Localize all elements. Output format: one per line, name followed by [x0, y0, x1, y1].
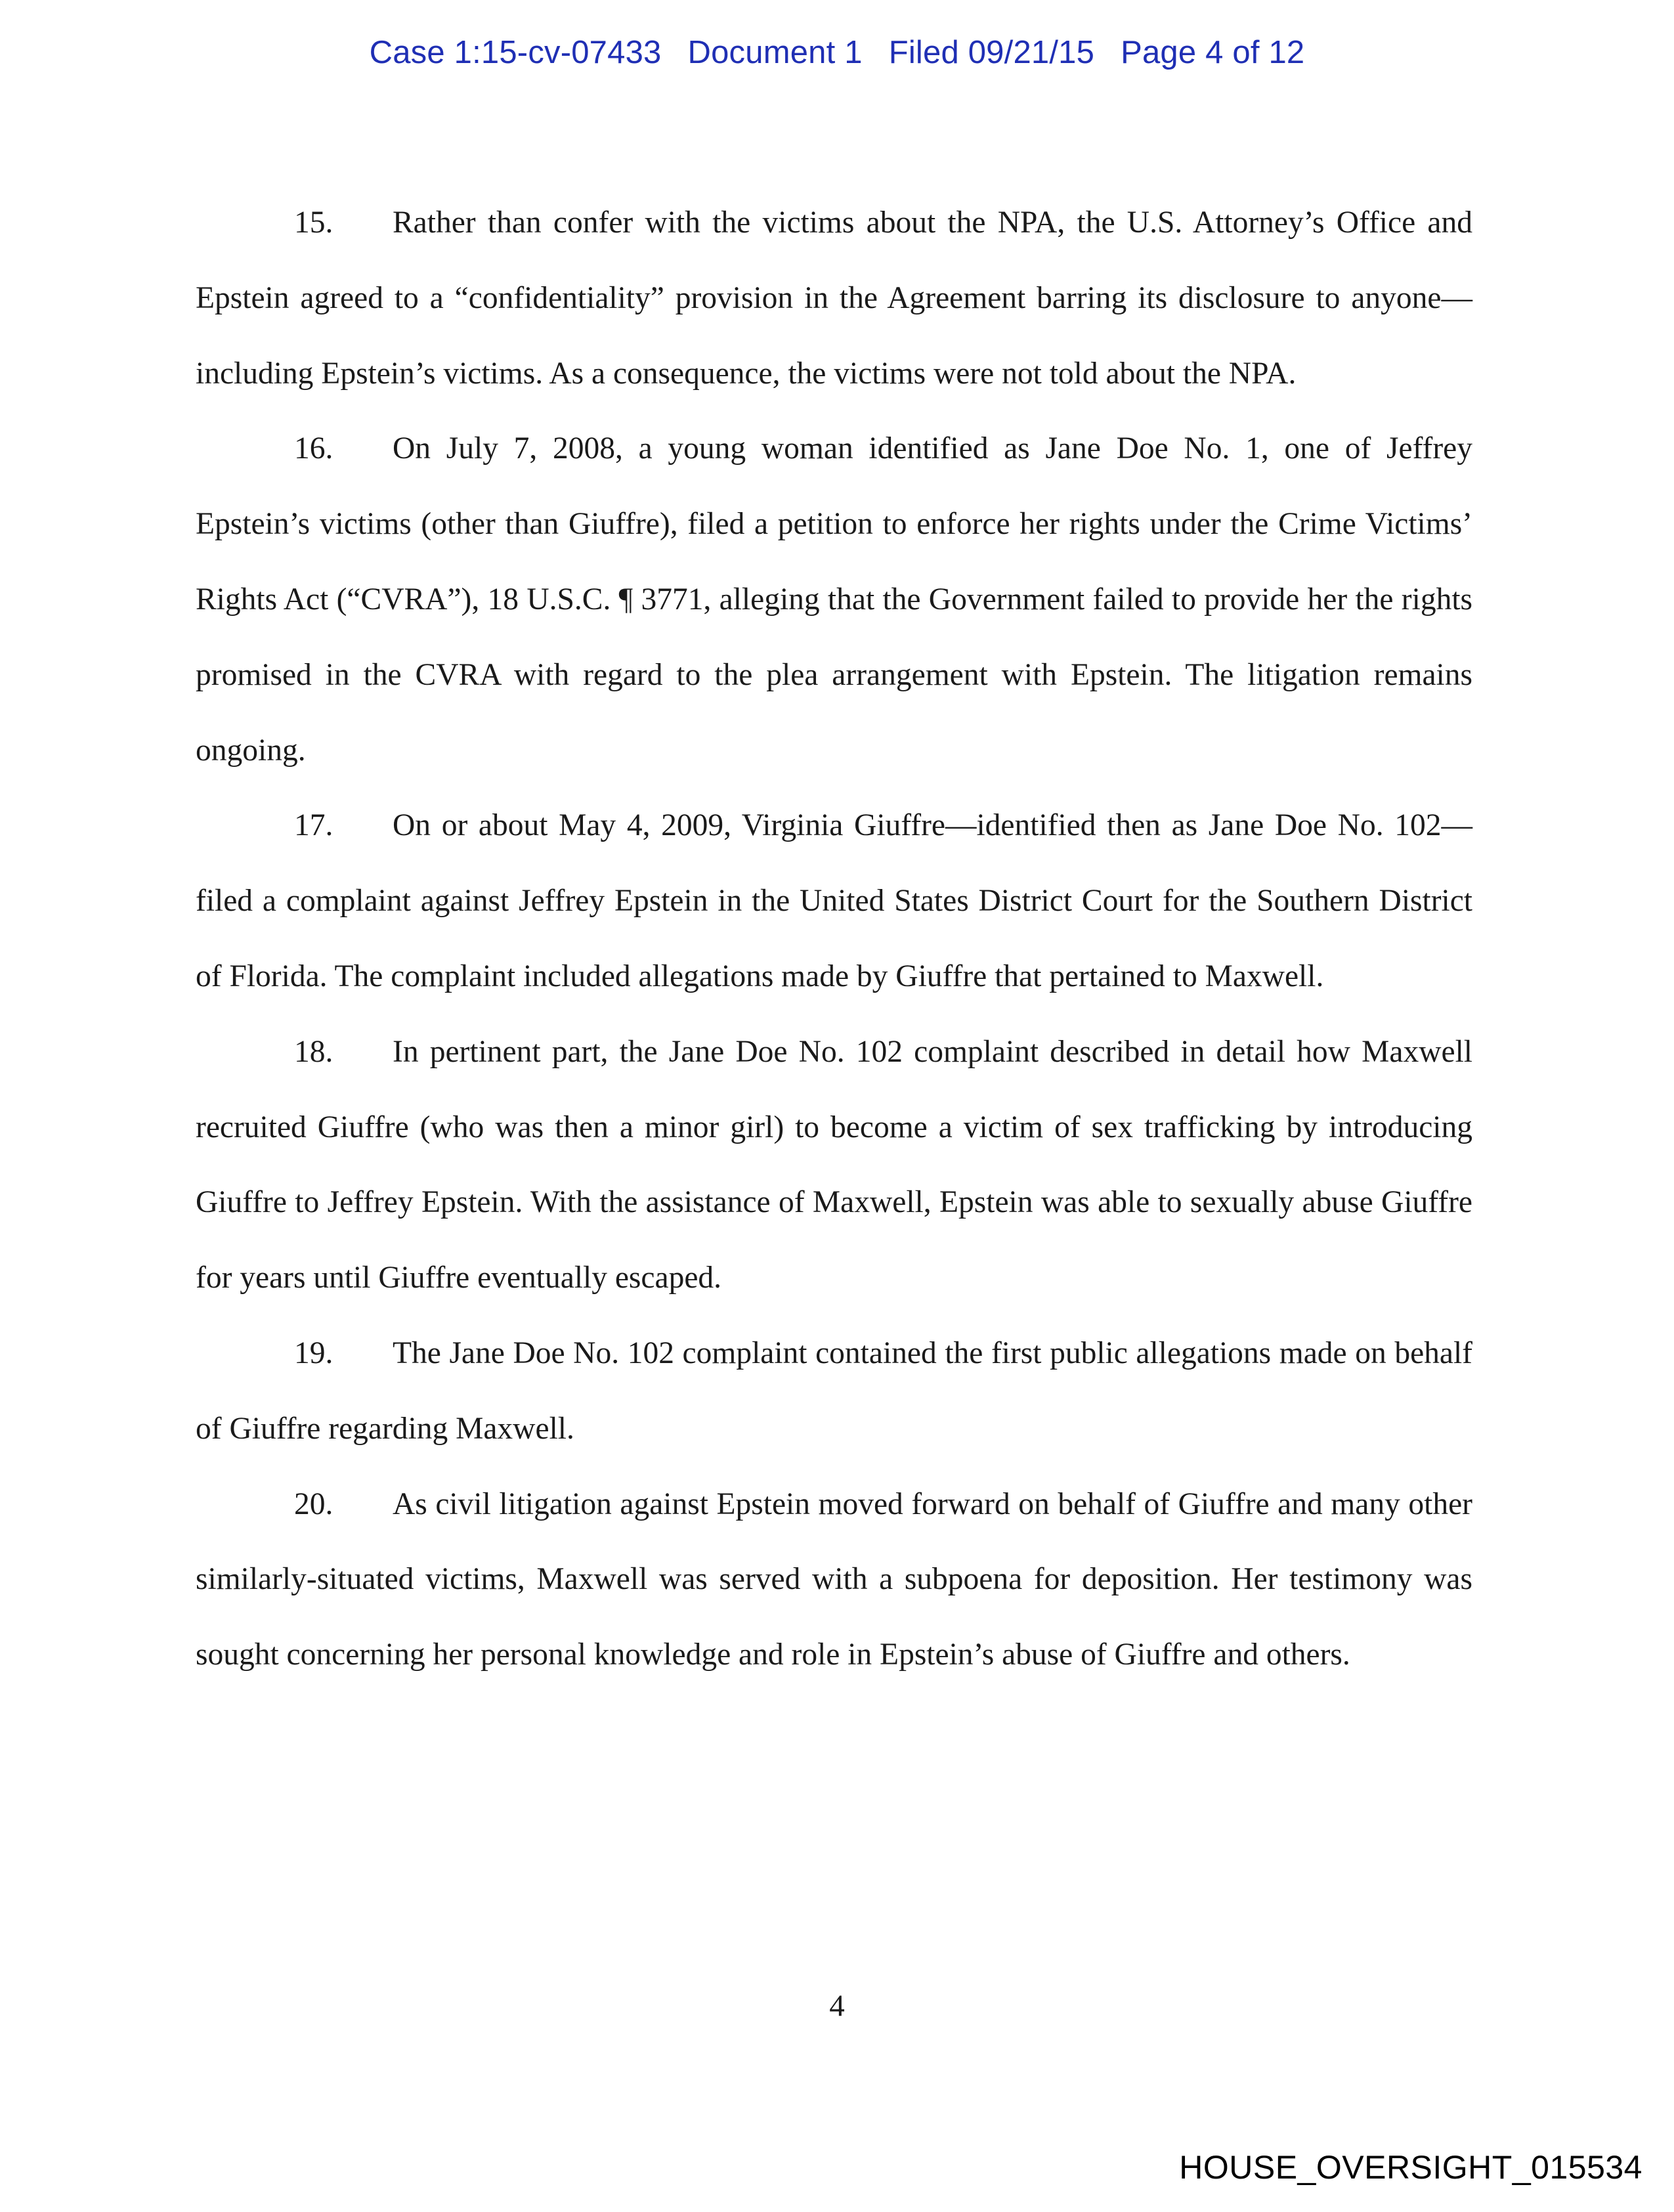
page-of-total: Page 4 of 12 — [1121, 35, 1305, 70]
case-number: Case 1:15-cv-07433 — [369, 35, 662, 70]
paragraph-text: Rather than confer with the victims about the NPA, the U.S. Attorney’s Office and Epstein agreed to a “confidentiality” provision in the Agreement barring its disclosure to anyone—including Epstein’s victims. As a consequence, the victims were not told about the NPA. — [196, 206, 1472, 391]
paragraph-number: 16. — [294, 431, 333, 466]
filed-date: Filed 09/21/15 — [888, 35, 1095, 70]
paragraph-number: 15. — [294, 206, 333, 240]
paragraph-text: The Jane Doe No. 102 complaint contained the first public allegations made on behalf of Giuffre regarding Maxwell. — [196, 1335, 1472, 1446]
paragraph-20 — [196, 1467, 1472, 1693]
paragraph-text: As civil litigation against Epstein moved forward on behalf of Giuffre and many other similarly-situated victims, Maxwell was served with a subpoena for deposition. Her testimony was sought concerning her personal knowledge and role in Epstein’s abuse of Giuffre and others. — [196, 1486, 1472, 1672]
paragraph-text: On July 7, 2008, a young woman identified as Jane Doe No. 1, one of Jeffrey Epstein’s victims (other than Giuffre), filed a petition to enforce her rights under the Crime Victims’ Rights Act (“CVRA”), 18 U.S.C. ¶ 3771, alleging that the Government failed to provide her the rights promised in the CVRA with regard to the plea arrangement with Epstein. The litigation remains ongoing. — [196, 431, 1472, 768]
paragraph-19 — [196, 1316, 1472, 1467]
paragraph-18 — [196, 1014, 1472, 1316]
paragraph-number: 17. — [294, 808, 333, 843]
paragraph-number: 18. — [294, 1034, 333, 1069]
document-number: Document 1 — [687, 35, 863, 70]
paragraph-16 — [196, 411, 1472, 788]
paragraph-text: On or about May 4, 2009, Virginia Giuffre—identified then as Jane Doe No. 102—filed a complaint against Jeffrey Epstein in the United States District Court for the Southern District of Florida. The complaint included allegations made by Giuffre that pertained to Maxwell. — [196, 808, 1472, 993]
ecf-header — [0, 34, 1674, 71]
bates-number: HOUSE_OVERSIGHT_015534 — [1179, 2149, 1642, 2186]
paragraph-17 — [196, 788, 1472, 1014]
page-number: 4 — [829, 1989, 845, 2023]
paragraph-15 — [196, 185, 1472, 411]
document-body — [196, 185, 1472, 1693]
paragraph-number: 19. — [294, 1335, 333, 1370]
paragraph-number: 20. — [294, 1486, 333, 1521]
paragraph-text: In pertinent part, the Jane Doe No. 102 complaint described in detail how Maxwell recruited Giuffre (who was then a minor girl) to become a victim of sex trafficking by introducing Giuffre to Jeffrey Epstein. With the assistance of Maxwell, Epstein was able to sexually abuse Giuffre for years until Giuffre eventually escaped. — [196, 1034, 1472, 1295]
